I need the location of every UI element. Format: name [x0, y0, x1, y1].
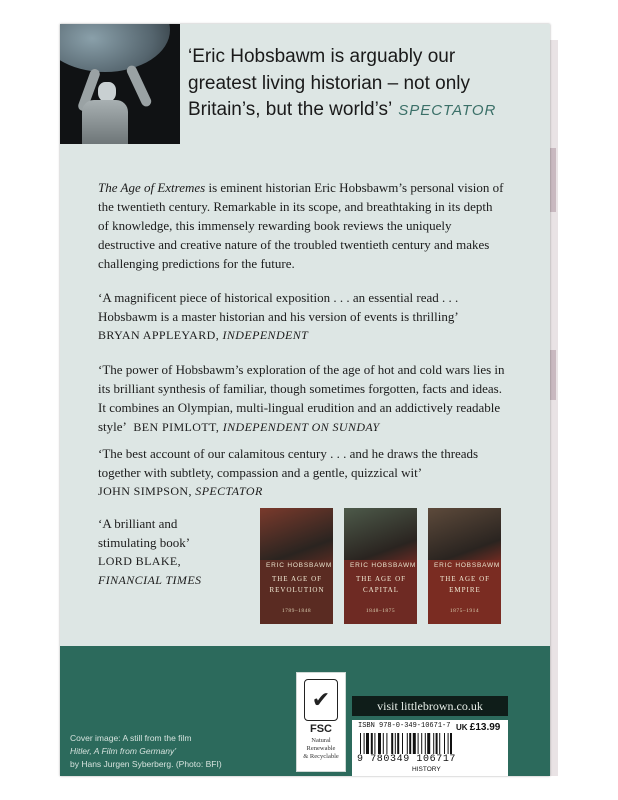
review-publication: INDEPENDENT — [222, 328, 309, 342]
publisher-url: visit littlebrown.co.uk — [352, 696, 508, 716]
fsc-text — [297, 737, 345, 761]
review-publication: SPECTATOR — [195, 484, 263, 498]
top-quote-line: greatest living historian – not only — [188, 72, 470, 94]
blurb-line: challenging predictions for the future. — [98, 256, 295, 271]
review-publication: FINANCIAL TIMES — [98, 573, 202, 587]
review-line: Hobsbawm is a master historian and his version of events is thrilling’ — [98, 309, 459, 324]
fsc-line: Renewable — [306, 745, 336, 752]
book-title-line: EMPIRE — [449, 586, 481, 594]
review-author: BRYAN APPLEYARD, — [98, 328, 223, 342]
image-credit — [70, 732, 290, 771]
arm-shape — [125, 64, 153, 108]
related-book-cover — [344, 508, 417, 624]
blurb-line — [98, 178, 530, 197]
related-book-cover — [260, 508, 333, 624]
review-4 — [98, 514, 258, 590]
book-author: ERIC HOBSBAWM — [350, 562, 417, 569]
related-book-cover — [428, 508, 501, 624]
book-title-line: THE AGE OF — [439, 575, 491, 583]
blurb-line: the twentieth century. Remarkable in its scope, and breathtaking in its depth — [98, 199, 493, 214]
blurb-title: The Age of Extremes — [98, 180, 206, 195]
review-attribution — [98, 482, 530, 501]
price-prefix: UK — [456, 723, 470, 732]
review-2 — [98, 360, 530, 437]
review-author: BEN PIMLOTT, — [133, 420, 223, 434]
book-years: 1789–1848 — [281, 608, 312, 614]
top-quote — [188, 44, 538, 125]
barcode-digits: 9 780349 106717 — [357, 754, 457, 765]
review-line: ‘A brilliant and — [98, 516, 178, 531]
book-title-line: THE AGE OF — [271, 575, 323, 583]
review-line — [98, 417, 530, 437]
review-author: LORD BLAKE, — [98, 554, 182, 568]
review-line: ‘A magnificent piece of historical exposition . . . an essential read . . . — [98, 290, 459, 305]
credit-film-title: Hitler, A Film from Germany’ — [70, 746, 177, 756]
review-publication: INDEPENDENT ON SUNDAY — [222, 420, 380, 434]
book-title — [432, 574, 498, 596]
review-line: ‘The power of Hobsbawm’s exploration of the age of hot and cold wars lies in — [98, 362, 505, 377]
isbn-text: ISBN 978-0-349-10671-7 — [358, 722, 451, 730]
top-quote-line — [188, 97, 538, 125]
blurb-line: of knowledge, this immensely rewarding book reviews the uniquely — [98, 218, 452, 233]
book-title-line: THE AGE OF — [355, 575, 407, 583]
book-cover-art — [344, 508, 417, 564]
book-cover-art — [260, 508, 333, 564]
fsc-line: & Recyclable — [303, 753, 339, 760]
review-attribution — [98, 326, 530, 345]
book-title — [348, 574, 414, 596]
review-line: its brilliant synthesis of familiar, though sometimes forgotten, facts and ideas. — [98, 381, 502, 396]
credit-line: by Hans Jurgen Syberberg. (Photo: BFI) — [70, 759, 222, 769]
cover-footer — [60, 646, 550, 776]
barcode-label — [352, 720, 508, 776]
review-3 — [98, 444, 530, 501]
top-quote-line: ‘Eric Hobsbawm is arguably our — [188, 46, 456, 67]
globe-shape — [60, 24, 170, 72]
top-quote-text: Britain’s, but the world’s’ — [188, 99, 393, 120]
credit-line — [70, 745, 290, 758]
book-back-cover — [60, 24, 550, 776]
blurb-paragraph — [98, 178, 530, 273]
spine-mark — [550, 148, 556, 212]
fsc-badge — [296, 672, 346, 772]
book-years: 1848–1875 — [365, 608, 396, 614]
review-line: together with subtlety, compassion and a gentle, quizzical wit’ — [98, 465, 423, 480]
book-cover-art — [428, 508, 501, 564]
figure-torso — [82, 100, 128, 144]
fsc-line: Natural — [311, 737, 331, 744]
credit-line: Cover image: A still from the film — [70, 733, 192, 743]
review-line: ‘The best account of our calamitous century . . . and he draws the threads — [98, 446, 479, 461]
figure-head — [98, 82, 116, 102]
review-line: stimulating book’ — [98, 535, 191, 550]
book-author: ERIC HOBSBAWM — [434, 562, 501, 569]
review-1 — [98, 288, 530, 345]
review-text: style’ — [98, 419, 127, 434]
category-label: HISTORY — [412, 766, 441, 773]
book-author: ERIC HOBSBAWM — [266, 562, 333, 569]
book-title — [264, 574, 330, 596]
book-title-line: CAPITAL — [363, 586, 399, 594]
book-title-line: REVOLUTION — [269, 586, 325, 594]
spine-mark — [550, 350, 556, 400]
price-label — [456, 722, 500, 733]
blurb-text: is eminent historian Eric Hobsbawm’s personal vision of — [205, 180, 504, 195]
fsc-label: FSC — [310, 723, 332, 735]
review-line: It combines an Olympian, multi-lingual erudition and an addictively readable — [98, 400, 501, 415]
price-value: £13.99 — [469, 722, 501, 733]
blurb-line: destructive and creative nature of the troubled twentieth century and makes — [98, 237, 490, 252]
book-years: 1875–1914 — [449, 608, 480, 614]
tree-check-icon: ✔ — [304, 679, 338, 721]
review-author: JOHN SIMPSON, — [98, 484, 196, 498]
top-quote-source: SPECTATOR — [398, 102, 497, 119]
cover-photo — [60, 24, 180, 144]
